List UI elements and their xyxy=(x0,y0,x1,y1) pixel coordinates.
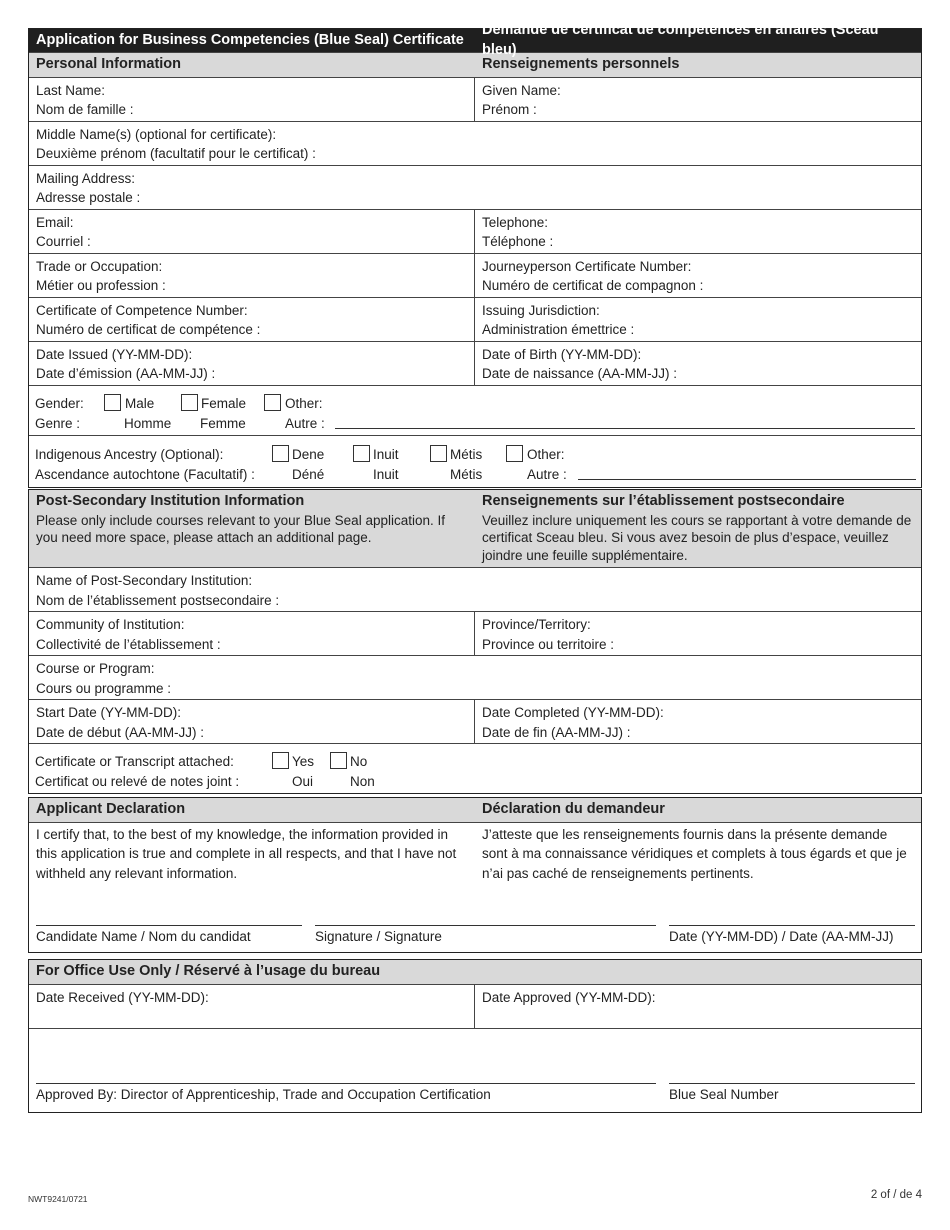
candidate-name-label: Candidate Name / Nom du candidat xyxy=(36,928,251,944)
telephone-field[interactable]: Telephone: Téléphone : xyxy=(482,214,554,249)
indigenous-other-checkbox[interactable] xyxy=(506,445,523,462)
declaration-text-fr: J’atteste que les renseignements fournis dans la présente demande sont à ma connaissance véridiques et complets à tous égards et que je n’ai pas caché de renseignements pertinents. xyxy=(482,826,907,881)
transcript-yes-checkbox[interactable] xyxy=(272,752,289,769)
signature-line[interactable] xyxy=(315,925,656,926)
personal-info-section xyxy=(28,22,922,488)
given-name-field[interactable]: Given Name: Prénom : xyxy=(482,82,561,117)
declaration-date-label: Date (YY-MM-DD) / Date (AA-MM-JJ) xyxy=(669,928,894,944)
blue-seal-number-line[interactable] xyxy=(669,1083,915,1084)
mailing-address-field[interactable]: Mailing Address: Adresse postale : xyxy=(36,170,141,205)
date-received-field[interactable]: Date Received (YY-MM-DD): xyxy=(29,985,475,1028)
gender-other-checkbox[interactable] xyxy=(264,394,281,411)
form-title-bar xyxy=(29,22,921,58)
date-issued-field[interactable]: Date Issued (YY-MM-DD): Date d’émission (AA-MM-JJ) : xyxy=(29,342,475,385)
candidate-name-line[interactable] xyxy=(36,925,302,926)
community-field[interactable]: Community of Institution: Collectivité de l’établissement : xyxy=(29,612,475,655)
date-approved-field[interactable]: Date Approved (YY-MM-DD): xyxy=(482,989,656,1005)
journeyperson-number-field[interactable]: Journeyperson Certificate Number: Numéro de certificat de compagnon : xyxy=(482,258,704,293)
office-use-section xyxy=(28,959,922,1113)
email-field[interactable]: Email: Courriel : xyxy=(29,210,475,253)
course-field[interactable]: Course or Program: Cours ou programme : xyxy=(36,661,172,696)
competence-number-field[interactable]: Certificate of Competence Number: Numéro de certificat de compétence : xyxy=(29,298,475,341)
gender-row: Gender: Genre : Male Homme Female Femme Other: Autre : xyxy=(29,385,921,435)
trade-field[interactable]: Trade or Occupation: Métier ou profession : xyxy=(29,254,475,297)
gender-other-input[interactable] xyxy=(335,428,915,429)
personal-info-header: Personal Information Renseignements personnels xyxy=(29,52,921,77)
approved-by-label: Approved By: Director of Apprenticeship, Trade and Occupation Certification xyxy=(36,1086,491,1102)
form-title-fr: Demande de certificat de compétences en affaires (Sceau bleu) xyxy=(482,22,879,58)
transcript-attached-row: Certificate or Transcript attached: Certificat ou relevé de notes joint : Yes Oui No Non xyxy=(29,743,921,793)
indigenous-metis-checkbox[interactable] xyxy=(430,445,447,462)
date-of-birth-field[interactable]: Date of Birth (YY-MM-DD): Date de naissance (AA-MM-JJ) : xyxy=(482,346,678,381)
signature-label: Signature / Signature xyxy=(315,928,442,944)
blue-seal-number-label: Blue Seal Number xyxy=(669,1086,779,1102)
declaration-text-en: I certify that, to the best of my knowledge, the information provided in this application is true and complete in all respects, and that I have not withheld any relevant information. xyxy=(36,826,457,881)
indigenous-row: Indigenous Ancestry (Optional): Ascendance autochtone (Facultatif) : Dene Déné Inuit Inuit Métis Métis Other: Autre : xyxy=(29,435,921,487)
declaration-section xyxy=(28,797,922,953)
date-completed-field[interactable]: Date Completed (YY-MM-DD): Date de fin (AA-MM-JJ) : xyxy=(482,705,664,740)
form-title-en: Application for Business Competencies (Blue Seal) Certificate xyxy=(36,31,464,48)
province-field[interactable]: Province/Territory: Province ou territoire : xyxy=(482,617,615,652)
start-date-field[interactable]: Start Date (YY-MM-DD): Date de début (AA-MM-JJ) : xyxy=(29,700,475,743)
approved-by-line[interactable] xyxy=(36,1083,656,1084)
indigenous-inuit-checkbox[interactable] xyxy=(353,445,370,462)
form-id: NWT9241/0721 xyxy=(28,1194,88,1204)
institution-header: Post-Secondary Institution Information Please only include courses relevant to your Blue Seal application. If you need more space, please attach an additional page. Renseignements sur l’établissement postsecondaire Veuillez inclure uniquement les cours se rapportant à votre demande de certificat Sceau bleu. Si vous avez besoin de plus d’espace, veuillez joindre une feuille supplémentaire. xyxy=(29,490,921,567)
gender-female-checkbox[interactable] xyxy=(181,394,198,411)
institution-name-field[interactable]: Name of Post-Secondary Institution: Nom de l’établissement postsecondaire : xyxy=(36,573,280,608)
gender-male-checkbox[interactable] xyxy=(104,394,121,411)
institution-section xyxy=(28,489,922,794)
issuing-jurisdiction-field[interactable]: Issuing Jurisdiction: Administration émettrice : xyxy=(482,302,635,337)
declaration-header: Applicant Declaration Déclaration du demandeur xyxy=(29,798,921,822)
transcript-no-checkbox[interactable] xyxy=(330,752,347,769)
office-use-header: For Office Use Only / Réservé à l’usage du bureau xyxy=(29,960,921,984)
indigenous-other-input[interactable] xyxy=(578,479,916,480)
last-name-field[interactable]: Last Name: Nom de famille : xyxy=(29,78,475,121)
middle-name-field[interactable]: Middle Name(s) (optional for certificate): Deuxième prénom (facultatif pour le certificat) : xyxy=(36,126,316,161)
page-number: 2 of / de 4 xyxy=(870,1189,922,1201)
declaration-date-line[interactable] xyxy=(669,925,915,926)
indigenous-dene-checkbox[interactable] xyxy=(272,445,289,462)
